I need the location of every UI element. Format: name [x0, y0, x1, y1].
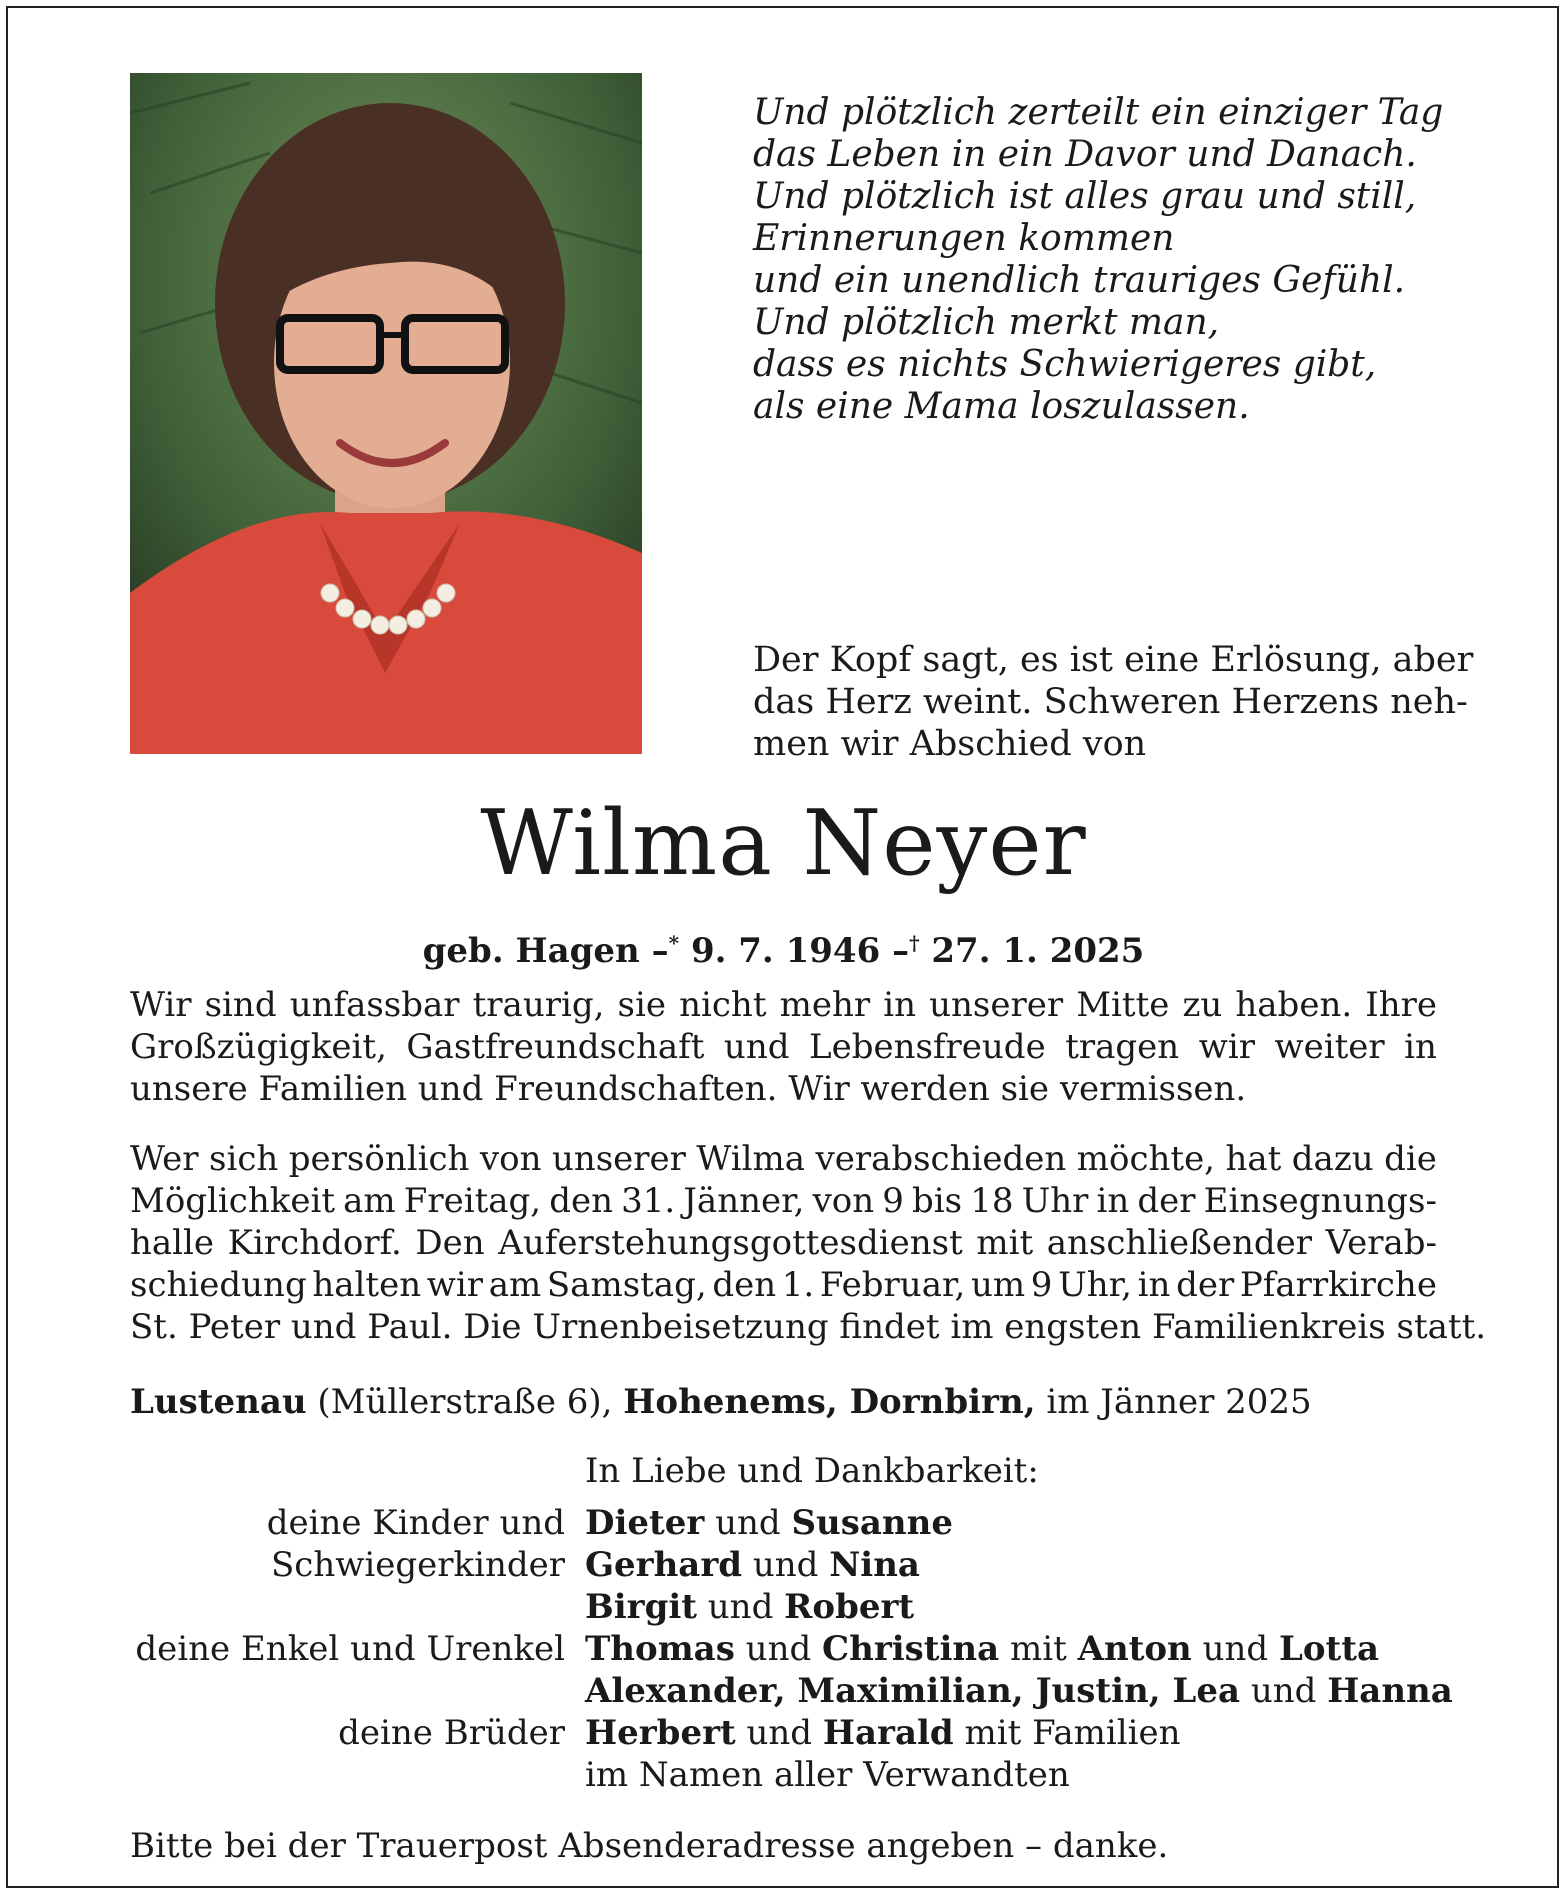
word: Verab- [1325, 1223, 1437, 1263]
memorial-poem [753, 92, 1513, 428]
justified-line [130, 1264, 1437, 1306]
word: 9 [1030, 1265, 1053, 1305]
word: der [1137, 1181, 1196, 1221]
word: in [1096, 1181, 1130, 1221]
word: anschließender [1046, 1223, 1313, 1263]
word: sich [209, 1139, 279, 1179]
place-and-date [130, 1381, 1312, 1423]
relatives-line: im Namen aller Verwandten [585, 1755, 1070, 1795]
relation-label: deine Enkel und Urenkel [135, 1629, 565, 1669]
word: der [1176, 1265, 1235, 1305]
word: möchte, [1076, 1139, 1215, 1179]
word: in [1137, 1265, 1171, 1305]
word: dazu [1291, 1139, 1374, 1179]
word: schiedung [130, 1265, 307, 1305]
word: Wer [130, 1139, 199, 1179]
paragraph-arrangements [130, 1138, 1487, 1348]
death-date: 27. 1. 2025 [931, 931, 1145, 971]
mourner-names: Gerhard und Nina [585, 1545, 920, 1585]
word: traurig, [472, 985, 605, 1025]
word: halten [312, 1265, 422, 1305]
word: die [1384, 1139, 1437, 1179]
word: Großzügigkeit, [130, 1027, 387, 1067]
word: zu [1182, 985, 1223, 1025]
word: Februar, [819, 1265, 966, 1305]
word: 31. [621, 1181, 676, 1221]
poem-line: Und plötzlich ist alles grau und still, [753, 176, 1417, 217]
justified-line [130, 1138, 1437, 1180]
word: 18 [970, 1181, 1014, 1221]
word: und [723, 1027, 790, 1067]
word: weiter [1274, 1027, 1385, 1067]
intro-line: men wir Abschied von [753, 724, 1147, 764]
justified-line [130, 1026, 1437, 1068]
word: hat [1225, 1139, 1282, 1179]
word: Freitag, [403, 1181, 542, 1221]
word: Kirchdorf. [227, 1223, 402, 1263]
word: Jänner, [683, 1181, 805, 1221]
poem-line: und ein unendlich trauriges Gefühl. [753, 260, 1406, 301]
word: den [712, 1265, 777, 1305]
word: von [479, 1139, 542, 1179]
poem-line: Und plötzlich zerteilt ein einziger Tag [753, 92, 1444, 133]
word: mit [976, 1223, 1034, 1263]
word: in [1404, 1027, 1437, 1067]
dash: – [892, 931, 910, 971]
mourner-names: Dieter und Susanne [585, 1503, 954, 1543]
word: in [883, 985, 916, 1025]
word: am [343, 1181, 396, 1221]
word: verabschieden [815, 1139, 1067, 1179]
poem-line: das Leben in ein Davor und Danach. [753, 134, 1417, 175]
word: von [812, 1181, 875, 1221]
intro-line: das Herz weint. Schweren Herzens neh- [753, 682, 1468, 722]
justified-line [130, 1180, 1437, 1222]
word: unfassbar [289, 985, 460, 1025]
mourner-names: Alexander, Maximilian, Justin, Lea und Hanna [585, 1671, 1453, 1711]
word: Einsegnungs- [1203, 1181, 1437, 1221]
portrait-image [130, 73, 642, 754]
town: Lustenau [130, 1382, 307, 1422]
signature-heading: In Liebe und Dankbarkeit: [585, 1451, 1039, 1491]
word: nicht [679, 985, 767, 1025]
word: 1. [781, 1265, 815, 1305]
justified-line [130, 1222, 1437, 1264]
word: den [549, 1181, 613, 1221]
poem-line: Erinnerungen kommen [753, 218, 1175, 259]
mourner-names: Herbert und Harald mit Familien [585, 1713, 1181, 1753]
word: Den [415, 1223, 485, 1263]
word: sind [204, 985, 277, 1025]
word: mehr [779, 985, 871, 1025]
towns: Hohenems, Dornbirn, [623, 1382, 1036, 1422]
mourner-names: Thomas und Christina mit Anton und Lotta [585, 1629, 1379, 1669]
relation-label: Schwiegerkinder [271, 1545, 565, 1585]
died-symbol: † [909, 931, 920, 955]
word: Wilma [696, 1139, 806, 1179]
address: (Müllerstraße 6), [317, 1382, 613, 1422]
word: wir [426, 1265, 484, 1305]
mourner-names: Birgit und Robert [585, 1587, 915, 1627]
word: Uhr, [1058, 1265, 1132, 1305]
word: Mitte [1076, 985, 1170, 1025]
word: Pfarrkirche [1239, 1265, 1437, 1305]
relation-label: deine Brüder [338, 1713, 565, 1753]
relation-label: deine Kinder und [266, 1503, 565, 1543]
poem-line: dass es nichts Schwierigeres gibt, [753, 344, 1377, 385]
intro-text [753, 639, 1513, 765]
word: Lebensfreude [809, 1027, 1046, 1067]
word: am [488, 1265, 542, 1305]
paragraph-grief [130, 984, 1437, 1110]
word: Gastfreundschaft [406, 1027, 705, 1067]
born-symbol: * [668, 931, 680, 955]
word: bis [912, 1181, 963, 1221]
justified-line [130, 984, 1437, 1026]
word: Samstag, [546, 1265, 707, 1305]
birth-date: 9. 7. 1946 [690, 931, 881, 971]
text-line: St. Peter und Paul. Die Urnenbeisetzung findet im engsten Familienkreis statt. [130, 1307, 1487, 1347]
text-line: unsere Familien und Freundschaften. Wir werden sie vermissen. [130, 1069, 1247, 1109]
word: Auferstehungsgottesdienst [498, 1223, 963, 1263]
word: um [970, 1265, 1026, 1305]
word: wir [1198, 1027, 1255, 1067]
word: 9 [882, 1181, 904, 1221]
intro-line: Der Kopf sagt, es ist eine Erlösung, aber [753, 640, 1474, 680]
life-dates [0, 922, 1567, 972]
birth-name: geb. Hagen [422, 931, 640, 971]
word: Ihre [1365, 985, 1437, 1025]
word: unserer [551, 1139, 686, 1179]
word: sie [617, 985, 666, 1025]
deceased-name: Wilma Neyer [480, 791, 1087, 896]
word: haben. [1235, 985, 1353, 1025]
word: unserer [929, 985, 1064, 1025]
word: Uhr [1021, 1181, 1089, 1221]
poem-line: Und plötzlich merkt man, [753, 302, 1220, 343]
word: persönlich [288, 1139, 470, 1179]
poem-line: als eine Mama loszulassen. [753, 386, 1250, 427]
footer-note: Bitte bei der Trauerpost Absenderadresse angeben – danke. [130, 1826, 1169, 1866]
dash: – [651, 931, 669, 971]
word: Wir [130, 985, 192, 1025]
word: halle [130, 1223, 215, 1263]
word: tragen [1065, 1027, 1180, 1067]
portrait-photo [130, 73, 642, 754]
issue-date: im Jänner 2025 [1046, 1382, 1312, 1422]
word: Möglichkeit [130, 1181, 335, 1221]
